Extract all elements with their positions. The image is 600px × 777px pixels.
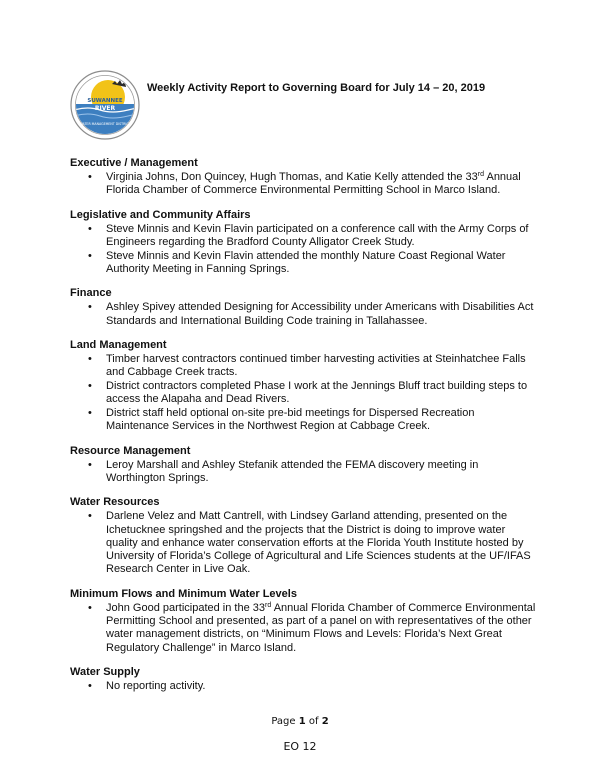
section-heading: Resource Management [70, 444, 191, 457]
section-heading: Executive / Management [70, 157, 198, 169]
page-indicator [0, 716, 600, 727]
section [70, 157, 540, 198]
section [70, 666, 540, 693]
bullet-list [70, 459, 540, 486]
section [70, 287, 540, 328]
bullet-item [70, 353, 540, 380]
section-heading: Finance [70, 287, 112, 300]
page-number: 1 [298, 716, 306, 727]
section-heading: Water Resources [70, 496, 160, 509]
section [70, 209, 540, 277]
bullet-item [70, 602, 540, 655]
section [70, 339, 540, 434]
bullet-item [70, 680, 540, 693]
logo-name-top: SUWANNEE [87, 98, 123, 104]
section [70, 496, 540, 576]
item-text: Steve Minnis and Kevin Flavin attended the monthly Nature Coast Regional Water Authority Meeting in Fanning Springs. [106, 249, 506, 275]
section-heading: Legislative and Community Affairs [70, 208, 251, 221]
item-text: Virginia Johns, Don Quincey, Hugh Thomas, and Katie Kelly attended the 33 [106, 171, 478, 183]
section [70, 588, 540, 655]
item-text: Timber harvest contractors continued timber harvesting activities at Steinhatchee Falls and Cabbage Creek tracts. [106, 352, 526, 379]
bullet-item [70, 223, 540, 250]
ordinal-suffix: rd [265, 601, 272, 609]
bullet-item [70, 250, 540, 277]
item-text: Darlene Velez and Matt Cantrell, with Lindsey Garland attending, presented on the Ichetucknee springshed and the projects that the District is doing to improve water quality and enhance water conservation efforts at the Florida Youth Institute hosted by University of Florida’s College of Agricultural and Life Sciences students at the UF/IFAS Research Center in Live Oak. [106, 510, 531, 576]
logo-name-bottom: WATER MANAGEMENT DISTRICT [79, 122, 131, 126]
bullet-list [70, 301, 540, 328]
item-text: Steve Minnis and Kevin Flavin participated on a conference call with the Army Corps of Engineers regarding the Bradford County Alligator Creek Study. [106, 222, 529, 248]
bullet-item [70, 407, 540, 434]
item-text: Ashley Spivey attended Designing for Accessibility under Americans with Disabilities Act Standards and International Building Code training in Tallahassee. [106, 301, 534, 327]
section-heading: Land Management [70, 338, 167, 351]
bullet-list [70, 602, 540, 655]
item-text: Leroy Marshall and Ashley Stefanik attended the FEMA discovery meeting in Worthington Springs. [106, 458, 479, 484]
bullet-item [70, 171, 540, 198]
bullet-list [70, 680, 540, 693]
bullet-list [70, 510, 540, 576]
item-text: John Good participated in the 33 [106, 601, 266, 614]
item-text: Annual Florida Chamber of Commerce Environmental Permitting School in Marco Island. [106, 171, 521, 197]
ordinal-suffix: rd [477, 171, 485, 178]
page-total: 2 [321, 716, 329, 727]
report-title: Weekly Activity Report to Governing Board for July 14 – 20, 2019 [147, 82, 486, 94]
item-text: No reporting activity. [106, 679, 206, 692]
report-body [70, 157, 540, 704]
bullet-item [70, 510, 540, 576]
bullet-list [70, 223, 540, 277]
bullet-item [70, 380, 540, 407]
bullet-list [70, 171, 540, 198]
logo-name-river: RIVER [94, 105, 116, 112]
district-logo [70, 70, 140, 140]
section [70, 445, 540, 486]
section-heading: Water Supply [70, 665, 140, 678]
section-heading: Minimum Flows and Minimum Water Levels [70, 587, 297, 600]
bullet-list [70, 353, 540, 434]
of-word: of [308, 716, 319, 727]
bullet-item [70, 459, 540, 486]
item-text: District staff held optional on-site pre-bid meetings for Dispersed Recreation Maintenance Services in the Northwest Region at Cabbage Creek. [106, 407, 475, 433]
document-code: EO 12 [283, 740, 317, 753]
item-text: Annual Florida Chamber of Commerce Environmental Permitting School and presented, as part of a panel on with representatives of the other water management districts, on “Minimum Flows and Levels: Florida’s Next Great Regulatory Challenge” in Marco Island. [106, 601, 536, 654]
bullet-item [70, 301, 540, 328]
page-word: Page [271, 716, 296, 727]
item-text: District contractors completed Phase I work at the Jennings Bluff tract building steps to access the Alapaha and Dead Rivers. [106, 379, 528, 406]
